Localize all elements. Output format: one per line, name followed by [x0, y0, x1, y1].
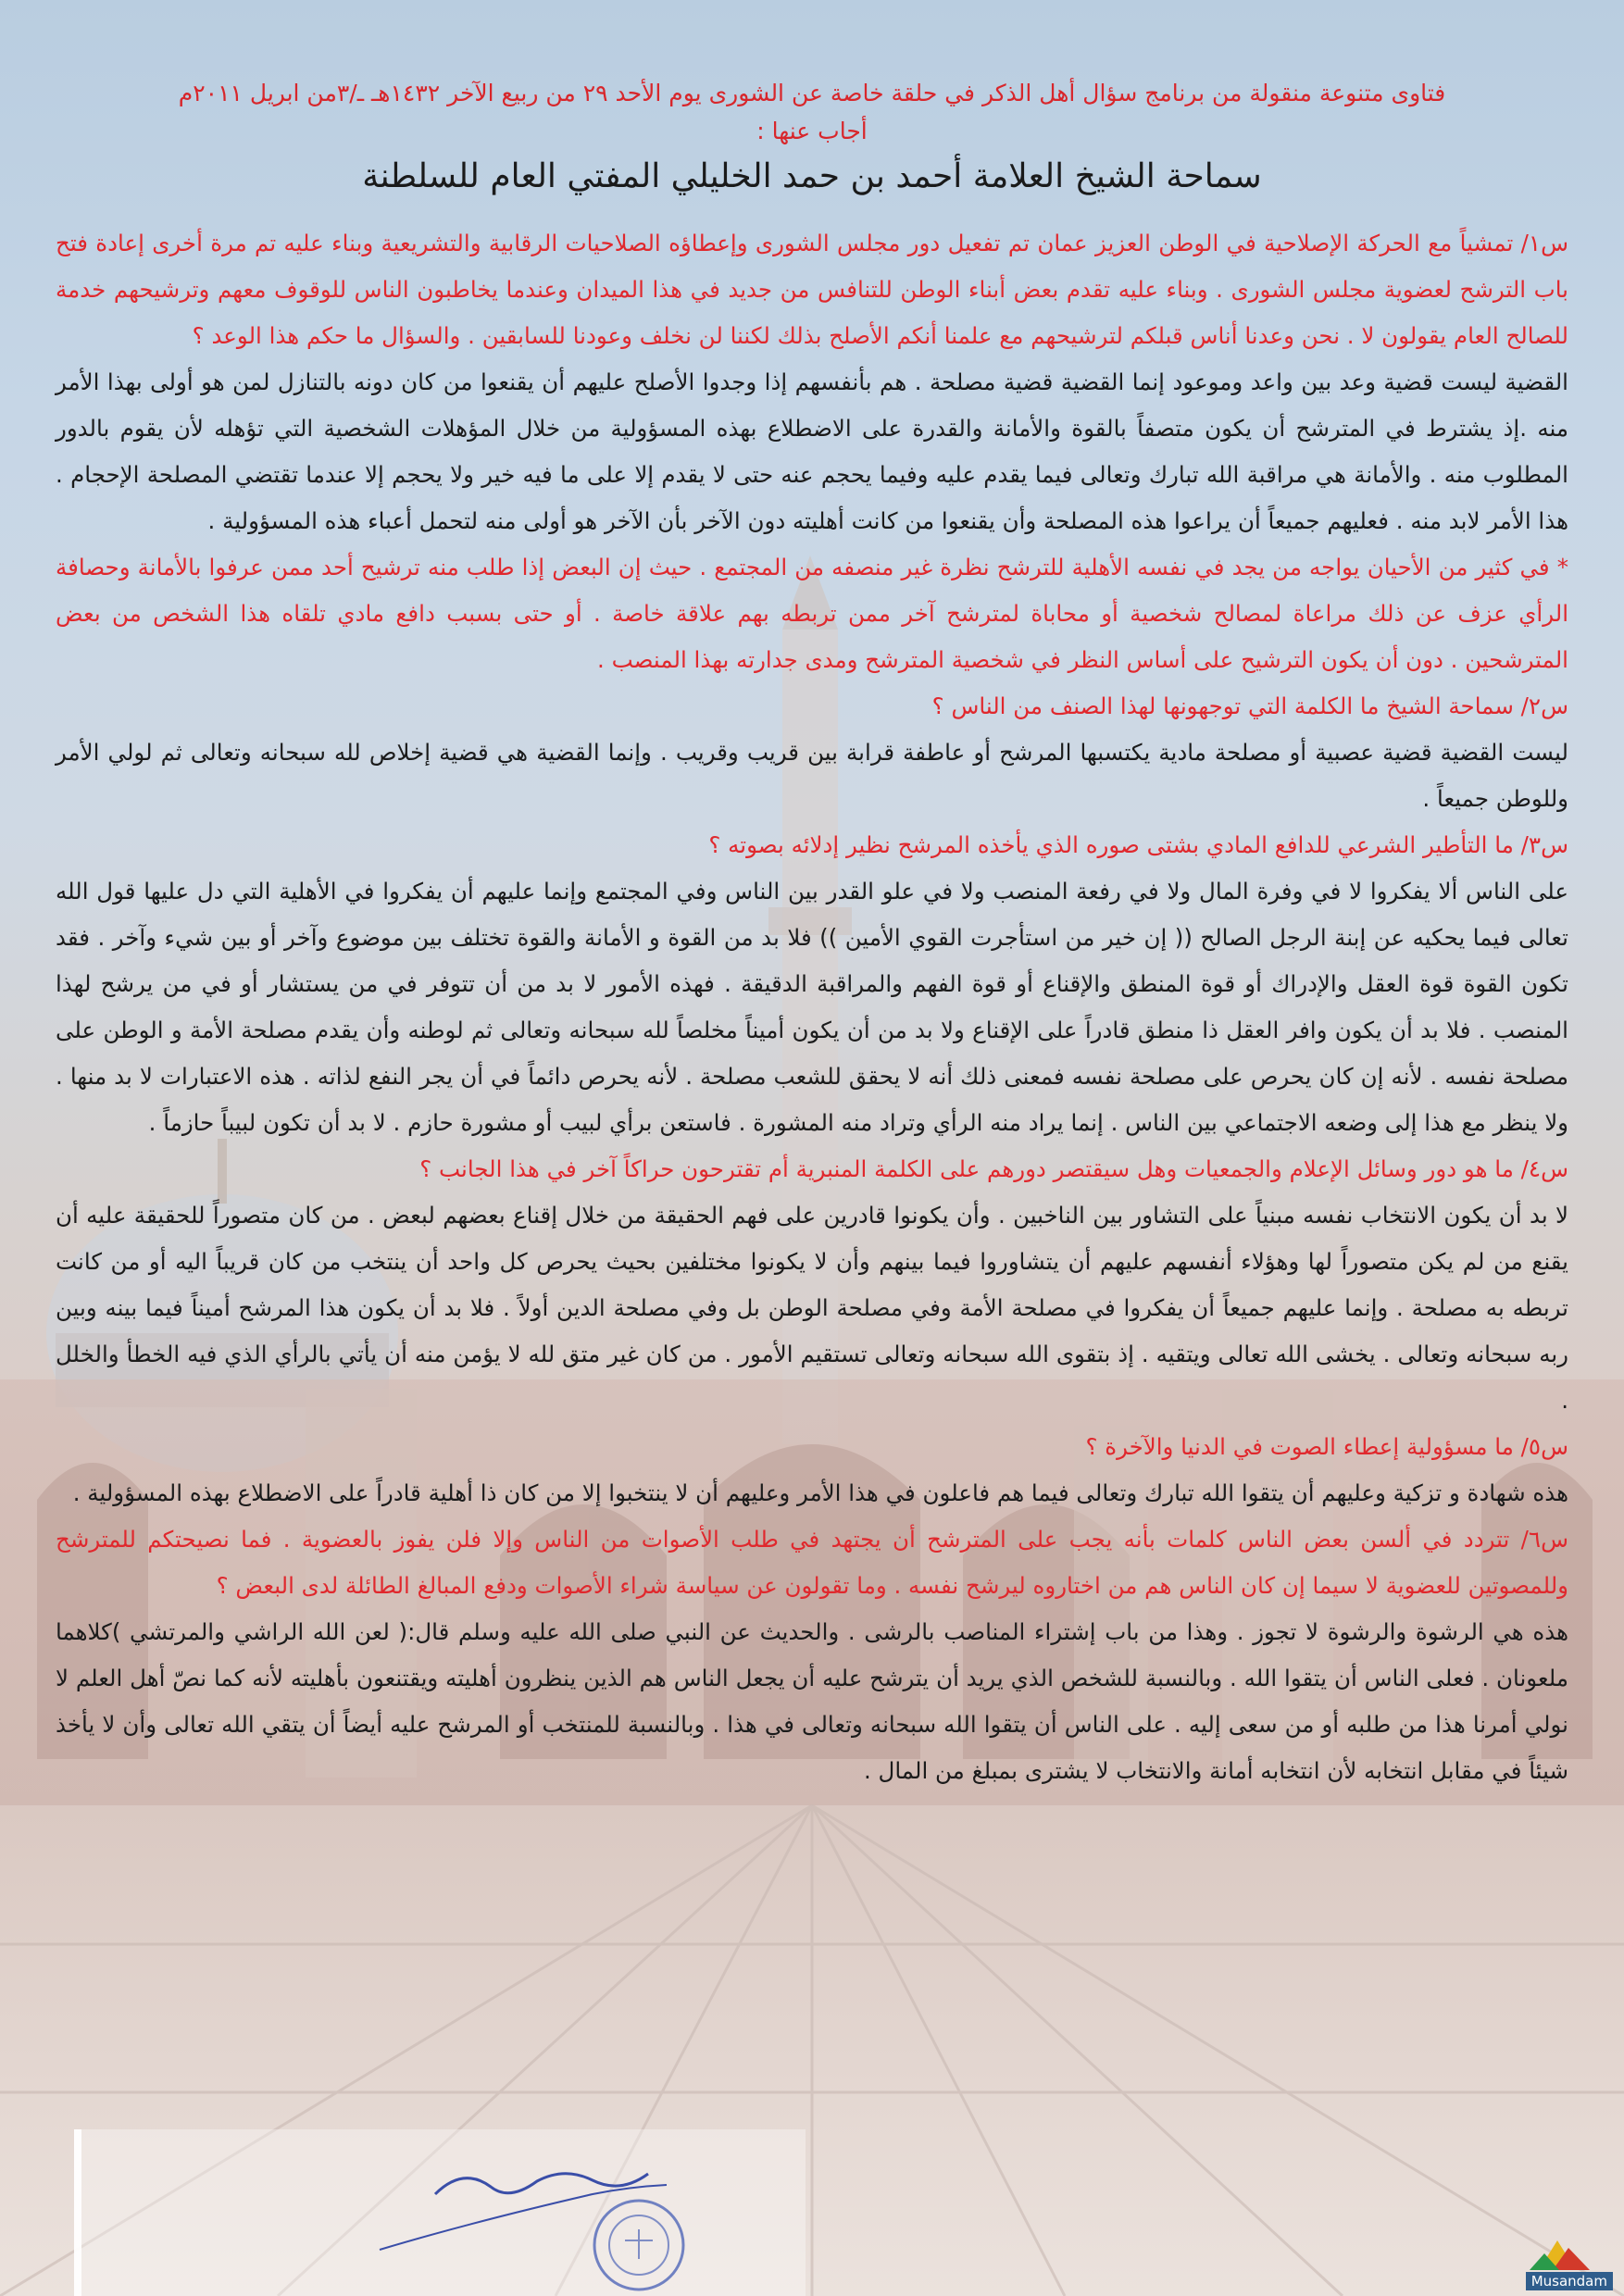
question-6: س٦/ تتردد في ألسن بعض الناس كلمات بأنه يجب على المترشح أن يجتهد في طلب الأصوات من الناس وإلا فلن يفوز بالعضوية . فما نصيحتكم للمترشح وللمصوتين للعضوية لا سيما إن كان الناس هم من اختاروه ليرشح نفسه . وما تقولون عن سياسة شراء الأصوات ودفع المبالغ الطائلة لدى البعض ؟ [56, 1526, 1568, 1599]
answer-5: هذه شهادة و تزكية وعليهم أن يتقوا الله تبارك وتعالى فيما هم فاعلون في هذا الأمر وعليهم أن لا ينتخبوا إلا من كان ذا أهلية قادراً على الاضطلاع بهذه المسؤولية . [72, 1479, 1568, 1506]
answer-4: لا بد أن يكون الانتخاب نفسه مبنياً على التشاور بين الناخبين . وأن يكونوا قادرين على فهم الحقيقة من خلال إقناع بعضهم لبعض . من كان متصوراً للحقيقة عليه أن يقنع من لم يكن متصوراً لها وهؤلاء أنفسهم عليهم أن يتشاوروا فيما بينهم وأن لا يكونوا مختلفين بحيث يحرص كل واحد أن ينتخب من كان قريباً اليه أو من كانت تربطه به مصلحة . وإنما عليهم جميعاً أن يفكروا في مصلحة الأمة وفي مصلحة الوطن بل وفي مصلحة الدين أولاً . فلا بد أن يكون هذا المرشح أميناً فيما بينه وبين ربه سبحانه وتعالى . يخشى الله تعالى ويتقيه . إذ بتقوى الله سبحانه وتعالى تستقيم الأمور . من كان غير متق لله لا يؤمن منه أن يأتي بالرأي الذي فيه الخطأ والخلل . [56, 1202, 1568, 1414]
answer-2: ليست القضية قضية عصبية أو مصلحة مادية يكتسبها المرشح أو عاطفة قرابة بين قريب وقريب . وإنما القضية هي قضية إخلاص لله سبحانه وتعالى ثم لولي الأمر وللوطن جميعاً . [56, 739, 1568, 812]
answered-by-label: أجاب عنها : [756, 118, 868, 144]
question-4: س٤/ ما هو دور وسائل الإعلام والجمعيات وهل سيقتصر دورهم على الكلمة المنبرية أم تقترحون حراكاً آخر في هذا الجانب ؟ [419, 1155, 1568, 1182]
document-title: فتاوى متنوعة منقولة من برنامج سؤال أهل الذكر في حلقة خاصة عن الشورى يوم الأحد ٢٩ من ربيع الآخر ١٤٣٢هـ ـ/٣من ابريل ٢٠١١م [178, 80, 1446, 106]
question-3: س٣/ ما التأطير الشرعي للدافع المادي بشتى صوره الذي يأخذه المرشح نظير إدلائه بصوته ؟ [708, 831, 1568, 858]
logo-text: Musandam [1526, 2272, 1613, 2290]
question-1: س١/ تمشياً مع الحركة الإصلاحية في الوطن العزيز عمان تم تفعيل دور مجلس الشورى وإعطاؤه الصلاحيات الرقابية والتشريعية وبناء عليه تم مرة أخرى إعادة فتح باب الترشح لعضوية مجلس الشورى . وبناء عليه تقدم بعض أبناء الوطن للتنافس من جديد في هذا الميدان وعندما يخاطبون الناس للوقوف معهم وترشيحهم خدمة للصالح العام يقولون لا . نحن وعدنا أناس قبلكم لترشيحهم مع علمنا أنكم الأصلح بذلك لكننا لن نخلف وعودنا للسابقين . والسؤال ما حكم هذا الوعد ؟ [56, 230, 1568, 349]
fatwa-document [56, 74, 1568, 1794]
answer-1: القضية ليست قضية وعد بين واعد وموعود إنما القضية قضية مصلحة . هم بأنفسهم إذا وجدوا الأصلح عليهم أن يقنعوا من كان دونه بالتنازل لمن هو أولى بهذا الأمر منه .إذ يشترط في المترشح أن يكون متصفاً بالقوة والأمانة والقدرة على الاضطلاع بهذه المسؤولية من خلال المؤهلات الشخصية التي تؤهله لأن يقوم بالدور المطلوب منه . والأمانة هي مراقبة الله تبارك وتعالى فيما يقدم عليه وفيما يحجم عنه حتى لا يقدم إلا على ما فيه خير ولا يحجم إلا عندما تقتضي المصلحة الإحجام . هذا الأمر لابد منه . فعليهم جميعاً أن يراعوا هذه المصلحة وأن يقنعوا من كانت أهليته دون الآخر بأن الآخر هو أولى منه لتحمل أعباء هذه المسؤولية . [56, 368, 1568, 534]
signature-stamp-image [74, 2129, 806, 2296]
answer-6: هذه هي الرشوة والرشوة لا تجوز . وهذا من باب إشتراء المناصب بالرشى . والحديث عن النبي صلى الله عليه وسلم قال:( لعن الله الراشي والمرتشي )كلاهما ملعونان . فعلى الناس أن يتقوا الله . وبالنسبة للشخص الذي يريد أن يترشح عليه أن يجعل الناس هم الذين ينظرون أهليته ويقتنعون بأهليته لأنه كما نصّ أهل العلم لا نولي أمرنا هذا من طلبه أو من سعى إليه . على الناس أن يتقوا الله سبحانه وتعالى في هذا . وبالنسبة للمنتخب أو المرشح عليه أيضاً أن يتقي الله تعالى وأن لا يأخذ شيئاً في مقابل انتخابه لأن انتخابه أمانة والانتخاب لا يشترى بمبلغ من المال . [56, 1618, 1568, 1784]
answer-3: على الناس ألا يفكروا لا في وفرة المال ولا في رفعة المنصب ولا في علو القدر بين الناس وفي المجتمع وإنما عليهم أن يفكروا في الأهلية التي دل عليها قول الله تعالى فيما يحكيه عن إبنة الرجل الصالح (( إن خير من استأجرت القوي الأمين )) فلا بد من القوة و الأمانة والقوة تختلف بين موضوع وآخر أو بين شيء وآخر . فقد تكون القوة قوة العقل والإدراك أو قوة المنطق والإقناع أو قوة الفهم والمراقبة الدقيقة . فهذه الأمور لا بد من أن تتوفر في من يستشار أو في من يرشح لهذا المنصب . فلا بد أن يكون وافر العقل ذا منطق قادراً على الإقناع ولا بد من أن يكون أميناً مخلصاً لله سبحانه وتعالى ثم لوطنه وأن يقدم مصلحة الأمة و الوطن على مصلحة نفسه . لأنه إن كان يحرص على مصلحة نفسه فمعنى ذلك أنه لا يحقق للشعب مصلحة . لأنه يحرص دائماً في أن يجر النفع لذاته . هذه الاعتبارات لا بد منها . ولا ينظر مع هذا إلى وضعه الاجتماعي بين الناس . إنما يراد منه الرأي وتراد منه المشورة . فاستعن برأي لبيب أو مشورة حازم . لا بد أن تكون لبيباً حازماً . [56, 878, 1568, 1136]
mufti-name-heading: سماحة الشيخ العلامة أحمد بن حمد الخليلي المفتي العام للسلطنة [362, 157, 1262, 195]
note-1: * في كثير من الأحيان يواجه من يجد في نفسه الأهلية للترشح نظرة غير منصفه من المجتمع . حيث إن البعض إذا طلب منه ترشيح أحد ممن عرفوا بالأمانة وحصافة الرأي عزف عن ذلك مراعاة لمصالح شخصية أو محاباة لمترشح آخر ممن تربطه بهم علاقة خاصة . أو حتى بسبب دافع مادي تلقاه هذا الشخص من بعض المترشحين . دون أن يكون الترشيح على أساس النظر في شخصية المترشح ومدى جدارته بهذا المنصب . [56, 554, 1568, 673]
question-2: س٢/ سماحة الشيخ ما الكلمة التي توجهونها لهذا الصنف من الناس ؟ [931, 693, 1568, 719]
logo-mark-icon [1502, 2235, 1613, 2272]
site-logo [1502, 2235, 1613, 2290]
question-5: س٥/ ما مسؤولية إعطاء الصوت في الدنيا والآخرة ؟ [1085, 1433, 1568, 1460]
